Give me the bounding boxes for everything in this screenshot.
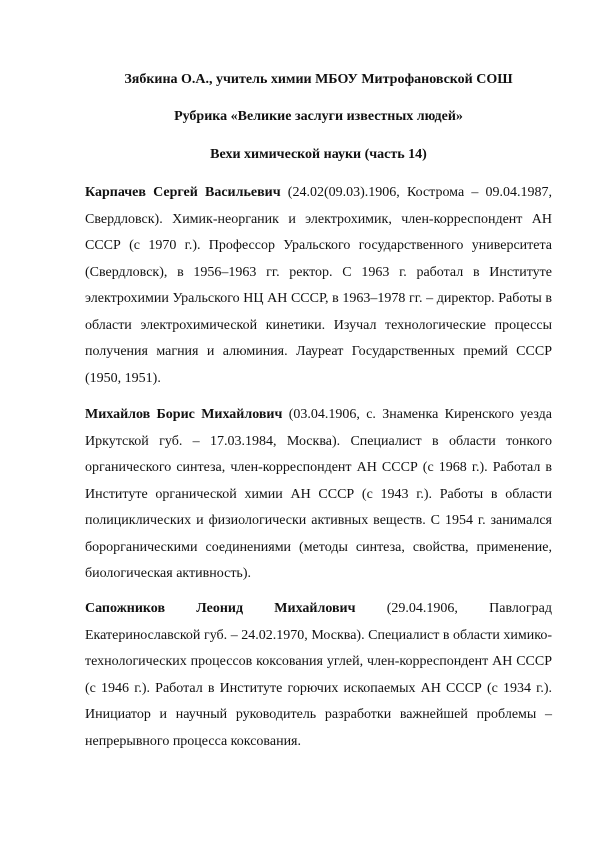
entry-text: (24.02(09.03).1906, Кострома – 09.04.1987, Свердловск). Химик-неорганик и электрохимик, член-корреспондент АН СССР (с 1970 г.). Профессор Уральского государственного университета (Свердловск), в 1956–1963 гг. ректор. С 1963 г. работал в Институте электрохимии Уральского НЦ АН СССР, в 1963–1978 гг. – директор. Работы в области электрохимической кинетики. Изучал технологические процессы получения магния и алюминия. Лауреат Государственных премий СССР (1950, 1951). <box>85 185 552 386</box>
entry-paragraph-sapozhnikov <box>85 596 552 755</box>
entry-name: Михайлов Борис Михайлович <box>85 407 283 422</box>
entry-text: (03.04.1906, с. Знаменка Киренского уезда Иркутской губ. – 17.03.1984, Москва). Специалист в области тонкого органического синтеза, член-корреспондент АН СССР (с 1968 г.). Работал в Институте органической химии АН СССР (с 1943 г.). Работы в области полициклических и физиологически активных веществ. С 1954 г. занимался борорганическими соединениями (методы синтеза, свойства, применение, биологическая активность). <box>85 407 553 581</box>
entry-text: (29.04.1906, Павлоград Екатеринославской губ. – 24.02.1970, Москва). Специалист в области химико-технологических процессов коксования углей, член-корреспондент АН СССР (с 1946 г.). Работал в Институте горючих ископаемых АН СССР (с 1934 г.). Инициатор и научный руководитель разработки важнейшей проблемы – непрерывного процесса коксования. <box>85 601 552 749</box>
document-title: Вехи химической науки (часть 14) <box>210 147 427 162</box>
entry-name: Карпачев Сергей Васильевич <box>85 185 281 200</box>
entry-name: Сапожников Леонид Михайлович <box>85 601 356 616</box>
entry-paragraph-karpachev <box>85 180 552 392</box>
entry-paragraph-mikhailov <box>85 402 552 588</box>
rubric-line: Рубрика «Великие заслуги известных людей» <box>174 109 463 124</box>
author-line: Зябкина О.А., учитель химии МБОУ Митрофановской СОШ <box>124 72 513 87</box>
